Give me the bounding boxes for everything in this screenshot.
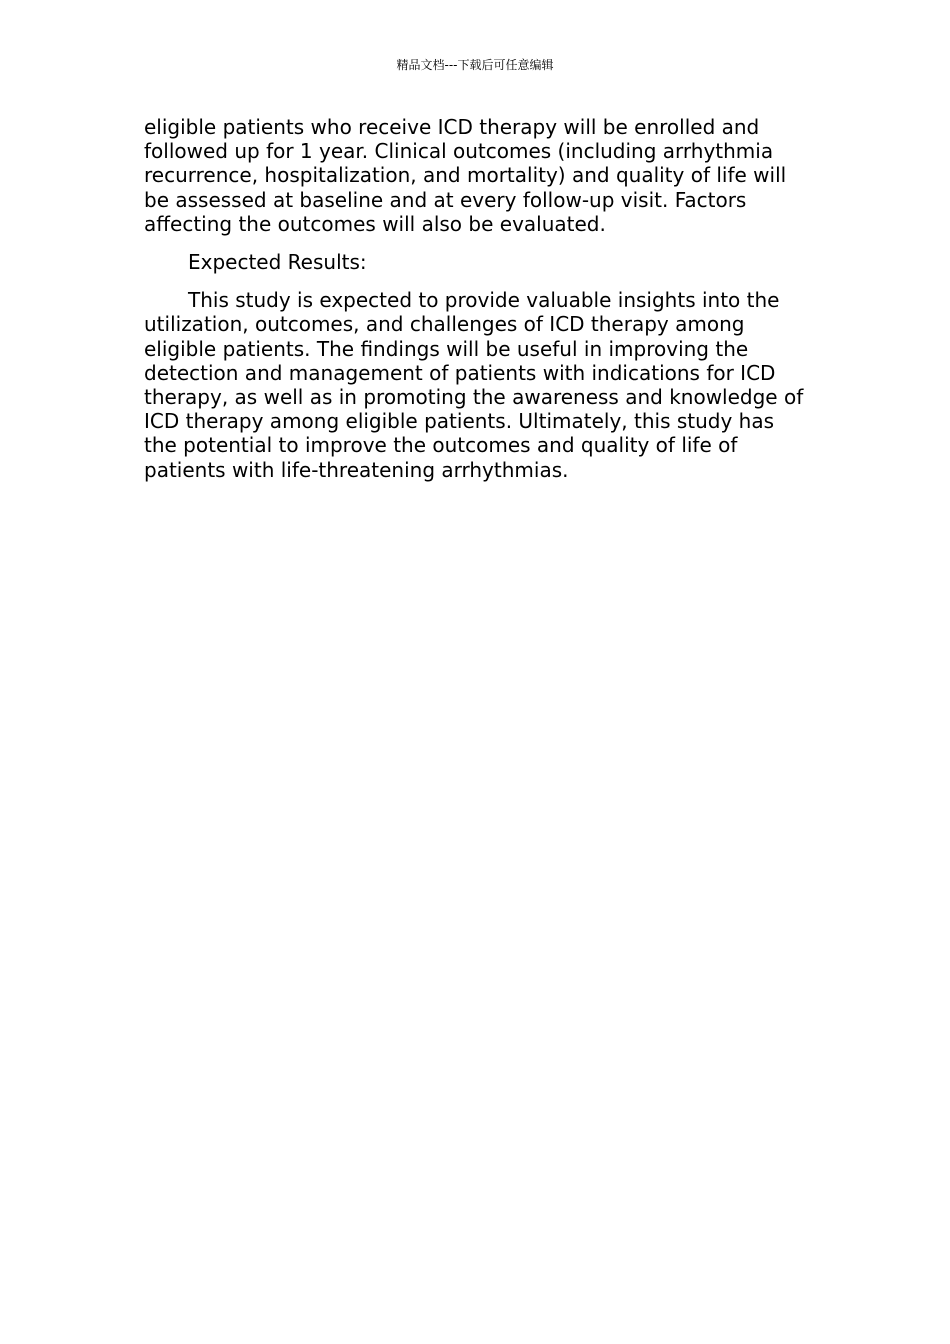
paragraph-methods-continued: eligible patients who receive ICD therapy will be enrolled and followed up for 1 year. Clinical outcomes (including arrhythmia recurrence, hospitalization, and mortality) and quality of life will be assessed at baseline and at every follow-up visit. Factors affecting the outcomes will also be evaluated. xyxy=(144,115,787,236)
paragraph-expected-results: This study is expected to provide valuable insights into the utilization, outcomes, and challenges of ICD therapy among eligible patients. The findings will be useful in improving the detection and management of patients with indications for ICD therapy, as well as in promoting the awareness and knowledge of ICD therapy among eligible patients. Ultimately, this study has the potential to improve the outcomes and quality of life of patients with life-threatening arrhythmias. xyxy=(144,288,804,482)
section-heading-expected-results: Expected Results: xyxy=(188,250,367,275)
document-body xyxy=(144,115,812,496)
page-header-watermark: 精品文档---下载后可任意编辑 xyxy=(396,58,554,72)
